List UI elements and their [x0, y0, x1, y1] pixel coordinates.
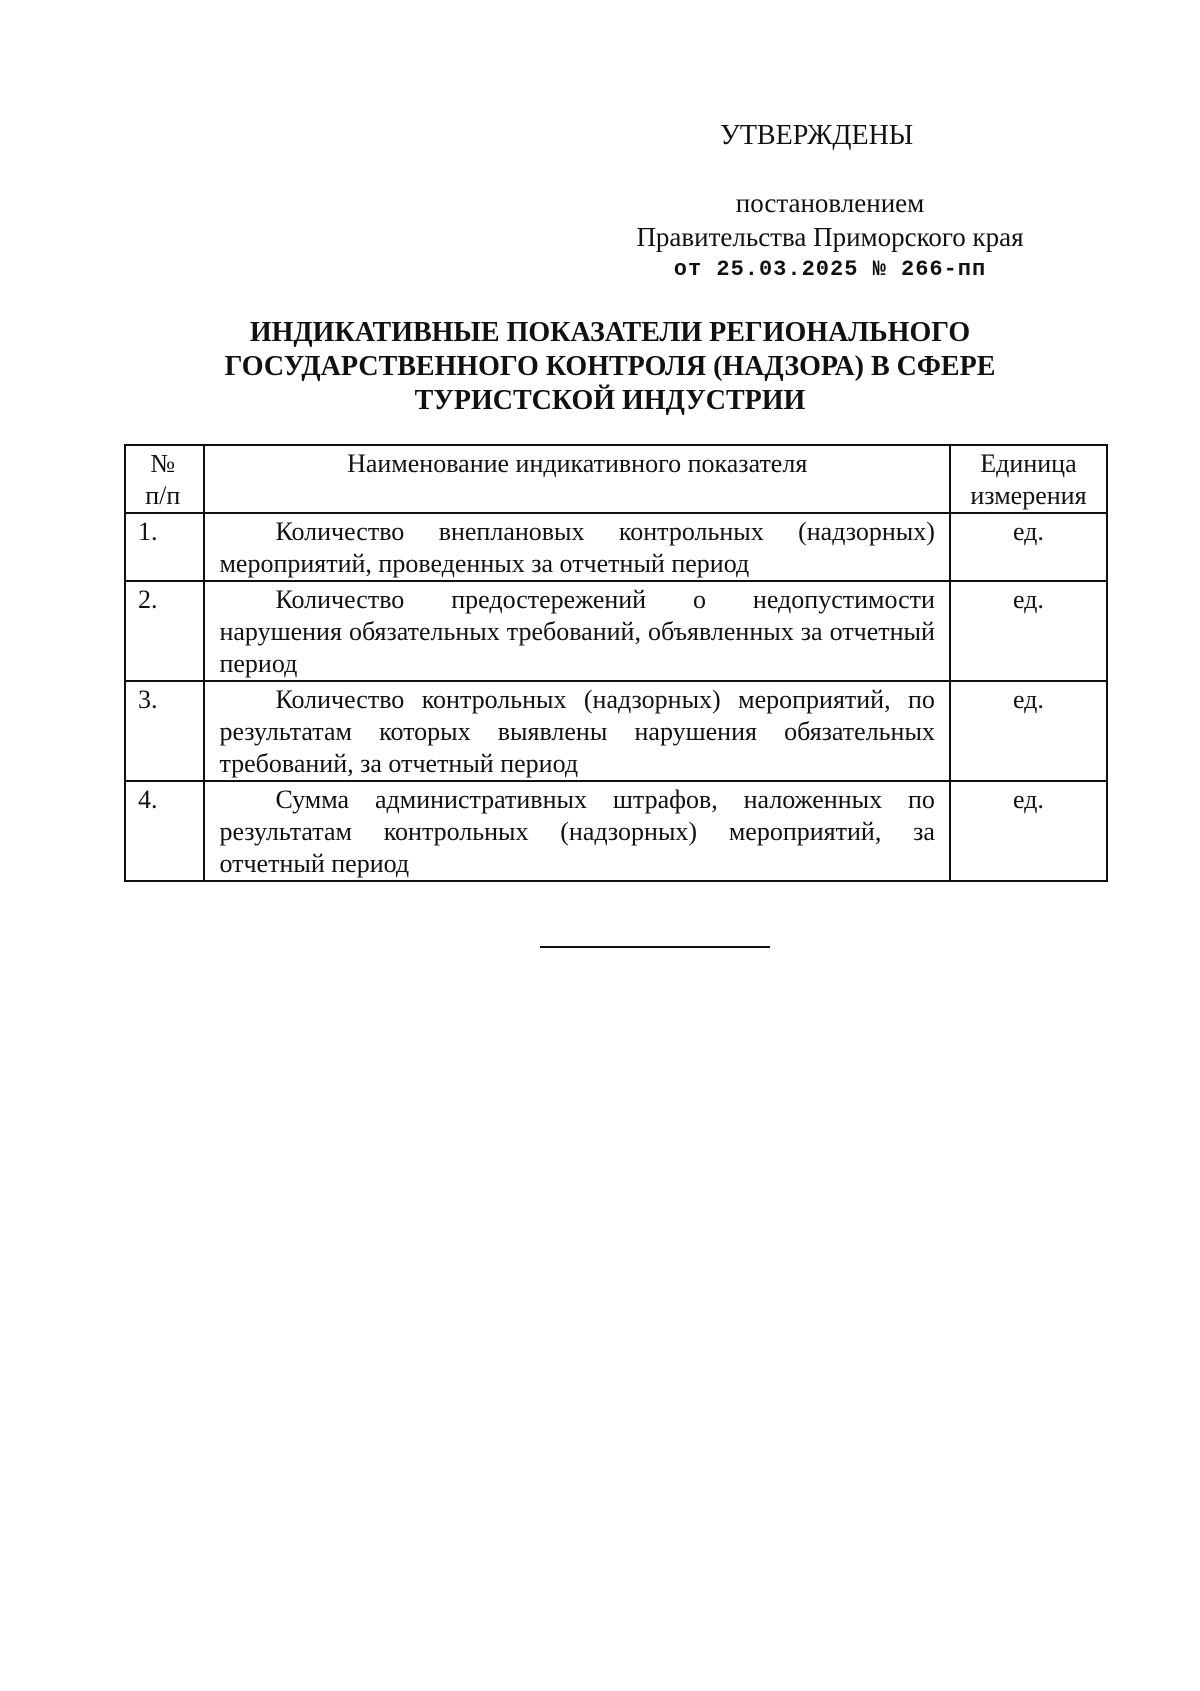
- row-indicator-name: Количество предостережений о недопустимости нарушения обязательных требований, объявленных за отчетный период: [204, 581, 949, 681]
- row-indicator-name: Количество контрольных (надзорных) мероприятий, по результатам которых выявлены нарушения обязательных требований, за отчетный период: [204, 681, 949, 781]
- document-title: [130, 316, 1090, 418]
- row-unit: ед.: [950, 513, 1107, 581]
- row-number: 1.: [125, 513, 204, 581]
- header-number: [125, 445, 204, 513]
- header-unit: [950, 445, 1107, 513]
- row-number: 4.: [125, 781, 204, 881]
- row-number: 3.: [125, 681, 204, 781]
- row-unit: ед.: [950, 581, 1107, 681]
- row-indicator-name: Количество внеплановых контрольных (надзорных) мероприятий, проведенных за отчетный период: [204, 513, 949, 581]
- header-unit-line2: измерения: [970, 481, 1087, 510]
- header-number-symbol: №: [150, 449, 176, 478]
- approval-title: УТВЕРЖДЕНЫ: [720, 120, 914, 151]
- document-title-line: ТУРИСТСКОЙ ИНДУСТРИИ: [414, 385, 806, 416]
- row-unit: ед.: [950, 781, 1107, 881]
- document-title-line: ИНДИКАТИВНЫЕ ПОКАЗАТЕЛИ РЕГИОНАЛЬНОГО: [249, 317, 971, 348]
- approval-authority: Правительства Приморского края: [636, 222, 1024, 252]
- row-indicator-name: Сумма административных штрафов, наложенных по результатам контрольных (надзорных) мероприятий, за отчетный период: [204, 781, 949, 881]
- table-row: [125, 581, 1107, 681]
- row-unit: ед.: [950, 681, 1107, 781]
- table-row: [125, 781, 1107, 881]
- table-row: [125, 681, 1107, 781]
- header-unit-line1: Единица: [980, 449, 1077, 478]
- row-number: 2.: [125, 581, 204, 681]
- approval-date-number: от 25.03.2025 № 266-пп: [673, 257, 987, 282]
- table-header-row: [125, 445, 1107, 513]
- header-number-abbrev: п/п: [145, 481, 181, 510]
- table-row: [125, 513, 1107, 581]
- approval-resolution-label: постановлением: [735, 188, 925, 218]
- closing-divider: [540, 946, 770, 948]
- header-name: Наименование индикативного показателя: [204, 445, 949, 513]
- indicators-table: [124, 444, 1108, 882]
- document-title-line: ГОСУДАРСТВЕННОГО КОНТРОЛЯ (НАДЗОРА) В СФЕРЕ: [224, 351, 996, 382]
